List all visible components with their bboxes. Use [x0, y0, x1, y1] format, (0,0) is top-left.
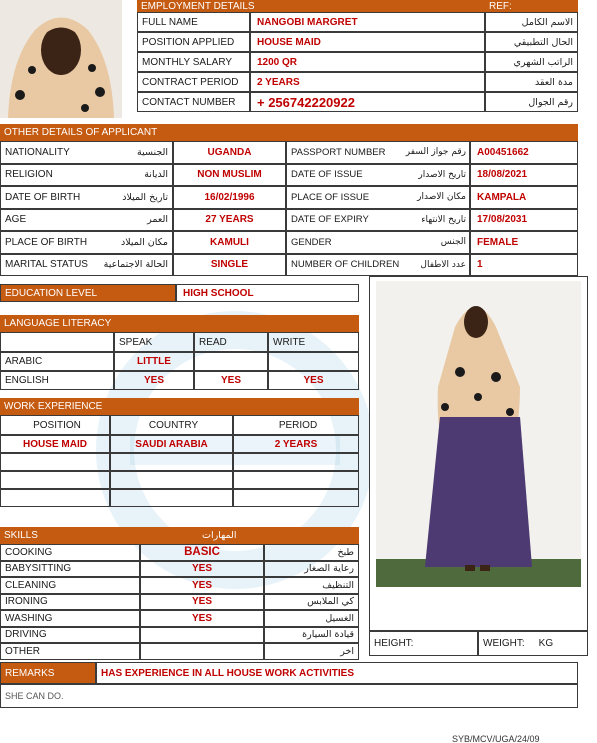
detail-label — [286, 164, 470, 187]
detail-label-en: AGE — [5, 214, 27, 226]
detail-label — [0, 141, 173, 164]
detail-value-text: KAMPALA — [477, 191, 527, 203]
detail-value — [173, 209, 286, 232]
employment-label — [137, 32, 250, 52]
skill-arabic-label-text: كي الملابس — [307, 596, 354, 608]
skill-value — [140, 643, 264, 660]
full-body-photo — [369, 276, 588, 631]
detail-value-text: 27 YEARS — [205, 214, 254, 226]
employment-arabic-label — [485, 52, 578, 72]
ref-header: REF: — [485, 0, 578, 12]
work-position — [0, 489, 110, 507]
employment-arabic-label — [485, 12, 578, 32]
detail-label-ar: رقم جواز السفر — [405, 147, 466, 158]
detail-label — [286, 231, 470, 254]
detail-label-en: NATIONALITY — [5, 146, 70, 158]
headshot-photo — [0, 0, 122, 118]
language-read-text: YES — [220, 375, 241, 386]
detail-label — [0, 254, 173, 277]
skill-arabic-label — [264, 610, 359, 627]
detail-label-en: PLACE OF BIRTH — [5, 236, 88, 248]
detail-value-text: SINGLE — [210, 259, 249, 271]
work-position-text: HOUSE MAID — [23, 438, 87, 450]
detail-label-ar: الحالة الاجتماعية — [103, 259, 168, 271]
weight-cell: WEIGHT: KG — [478, 631, 588, 656]
employment-arabic-label — [485, 92, 578, 112]
skill-value — [140, 561, 264, 578]
skill-value — [140, 577, 264, 594]
language-name-text: ENGLISH — [5, 375, 49, 386]
skill-label-text: COOKING — [5, 546, 53, 558]
detail-label-ar: تاريخ الاصدار — [418, 169, 466, 180]
detail-label — [0, 164, 173, 187]
work-col-header-text: POSITION — [33, 419, 81, 431]
employment-label-text: MONTHLY SALARY — [142, 56, 233, 68]
skill-label — [0, 577, 140, 594]
skill-label — [0, 544, 140, 561]
work-position — [0, 471, 110, 489]
detail-label-en: PASSPORT NUMBER — [291, 146, 386, 158]
skill-arabic-label — [264, 577, 359, 594]
detail-label-en: DATE OF EXPIRY — [291, 214, 369, 226]
language-col-header — [114, 332, 194, 352]
language-read — [194, 371, 268, 390]
employment-value — [250, 12, 485, 32]
detail-value-text: 1 — [477, 259, 483, 271]
work-country — [110, 435, 233, 453]
employment-arabic-label — [485, 32, 578, 52]
other-details-header-right — [286, 124, 578, 141]
language-header: LANGUAGE LITERACY — [0, 315, 194, 332]
detail-label-en: DATE OF ISSUE — [291, 169, 363, 181]
employment-label-text: CONTRACT PERIOD — [142, 76, 239, 88]
work-col-header — [233, 415, 359, 435]
skill-value — [140, 610, 264, 627]
detail-label-ar: العمر — [147, 214, 168, 226]
work-period — [233, 471, 359, 489]
employment-arabic-label-text: الاسم الكامل — [521, 16, 573, 28]
work-period — [233, 435, 359, 453]
other-details-header: OTHER DETAILS OF APPLICANT — [0, 124, 286, 141]
employment-value-text: 1200 QR — [257, 56, 298, 68]
language-col-header-text: WRITE — [273, 336, 306, 348]
employment-header: EMPLOYMENT DETAILS — [137, 0, 485, 12]
language-speak-text: YES — [143, 375, 164, 386]
skill-arabic-label-text: طبخ — [337, 546, 354, 558]
detail-value-text: UGANDA — [207, 146, 252, 158]
skill-value — [140, 594, 264, 611]
employment-arabic-label-text: الحال التطبيقي — [513, 36, 573, 48]
detail-label-en: RELIGION — [5, 169, 53, 181]
detail-label-ar: تاريخ الميلاد — [122, 191, 168, 203]
detail-value-text: 17/08/2031 — [477, 214, 528, 226]
employment-value — [250, 92, 485, 112]
work-period-text: 2 YEARS — [274, 438, 318, 450]
employment-arabic-label-text: مدة العقد — [535, 76, 573, 88]
language-name — [0, 352, 114, 371]
detail-label — [0, 231, 173, 254]
language-name-text: ARABIC — [5, 356, 43, 367]
detail-label-ar: عدد الاطفال — [420, 259, 466, 270]
work-country — [110, 453, 233, 471]
work-country-text: SAUDI ARABIA — [135, 438, 208, 450]
skills-header: SKILLS — [0, 527, 198, 544]
language-write — [268, 371, 359, 390]
skill-value-text: YES — [191, 596, 212, 608]
detail-label — [286, 186, 470, 209]
detail-value-text: 16/02/1996 — [204, 191, 255, 203]
work-position — [0, 453, 110, 471]
employment-value — [250, 52, 485, 72]
detail-label-ar: مكان الاصدار — [417, 192, 466, 203]
detail-value — [470, 254, 578, 277]
skill-label-text: BABYSITTING — [5, 563, 72, 575]
skill-arabic-label — [264, 643, 359, 660]
detail-label-ar: الجنس — [440, 237, 466, 248]
work-period — [233, 453, 359, 471]
employment-value-text: HOUSE MAID — [257, 36, 321, 48]
skill-arabic-label — [264, 544, 359, 561]
skill-label — [0, 561, 140, 578]
employment-value-text: + 256742220922 — [257, 94, 355, 110]
employment-arabic-label — [485, 72, 578, 92]
detail-value — [470, 209, 578, 232]
work-country — [110, 489, 233, 507]
skill-label — [0, 643, 140, 660]
skills-header-arabic: المهارات — [198, 527, 359, 544]
detail-label — [0, 209, 173, 232]
work-col-header-text: PERIOD — [278, 419, 318, 431]
language-name — [0, 371, 114, 390]
detail-value-text: KAMULI — [210, 236, 249, 248]
work-header-right — [178, 398, 359, 415]
skill-label-text: OTHER — [5, 645, 40, 657]
work-period — [233, 489, 359, 507]
skill-label — [0, 594, 140, 611]
skill-label-text: DRIVING — [5, 629, 47, 641]
language-write-text: YES — [303, 375, 324, 386]
skill-arabic-label — [264, 561, 359, 578]
skill-arabic-label-text: رعاية الصغار — [304, 563, 354, 575]
skill-label-text: WASHING — [5, 612, 53, 624]
detail-value — [470, 186, 578, 209]
detail-value-text: 18/08/2021 — [477, 169, 528, 181]
detail-label — [286, 209, 470, 232]
skill-value — [140, 544, 264, 561]
language-col-header — [268, 332, 359, 352]
detail-value — [173, 141, 286, 164]
detail-value — [470, 141, 578, 164]
detail-value — [470, 164, 578, 187]
skill-value-text: BASIC — [184, 546, 220, 559]
work-col-header — [0, 415, 110, 435]
skill-arabic-label-text: اخر — [340, 645, 354, 657]
detail-label — [286, 141, 470, 164]
skill-arabic-label-text: الغسيل — [325, 612, 354, 624]
work-col-header — [110, 415, 233, 435]
skill-arabic-label — [264, 594, 359, 611]
employment-value-text: NANGOBI MARGRET — [257, 16, 358, 28]
detail-label-en: GENDER — [291, 236, 332, 248]
language-col-header — [194, 332, 268, 352]
employment-label — [137, 72, 250, 92]
detail-value — [173, 231, 286, 254]
skill-value-text: YES — [191, 563, 212, 575]
employment-value-text: 2 YEARS — [257, 76, 300, 88]
employment-label-text: CONTACT NUMBER — [142, 96, 236, 108]
language-write — [268, 352, 359, 371]
detail-label — [0, 186, 173, 209]
language-speak — [114, 352, 194, 371]
language-col-blank — [0, 332, 114, 352]
employment-label — [137, 92, 250, 112]
detail-label-ar: الديانة — [144, 169, 168, 181]
language-speak — [114, 371, 194, 390]
work-header: WORK EXPERIENCE — [0, 398, 178, 415]
employment-label-text: POSITION APPLIED — [142, 36, 235, 48]
employment-label — [137, 52, 250, 72]
remarks-note: SHE CAN DO. — [0, 684, 578, 708]
language-read — [194, 352, 268, 371]
language-speak-text: LITTLE — [137, 356, 171, 367]
skill-value-text: YES — [191, 579, 212, 591]
detail-value — [173, 254, 286, 277]
employment-arabic-label-text: الراتب الشهري — [513, 56, 573, 68]
employment-arabic-label-text: رقم الجوال — [528, 96, 573, 108]
detail-value-text: FEMALE — [477, 236, 519, 248]
remarks-value: HAS EXPERIENCE IN ALL HOUSE WORK ACTIVITIES — [96, 662, 578, 684]
work-col-header-text: COUNTRY — [148, 419, 199, 431]
education-label: EDUCATION LEVEL — [0, 284, 176, 302]
detail-value — [470, 231, 578, 254]
education-value: HIGH SCHOOL — [176, 284, 359, 302]
skill-label — [0, 610, 140, 627]
detail-value — [173, 164, 286, 187]
detail-label-en: MARITAL STATUS — [5, 259, 88, 271]
work-position — [0, 435, 110, 453]
footer-reference: SYB/MCV/UGA/24/09 — [452, 734, 540, 743]
detail-value — [173, 186, 286, 209]
language-col-header-text: READ — [199, 336, 227, 348]
detail-value-text: NON MUSLIM — [197, 169, 262, 181]
employment-value — [250, 32, 485, 52]
skill-arabic-label — [264, 627, 359, 644]
work-country — [110, 471, 233, 489]
detail-label — [286, 254, 470, 277]
skill-value — [140, 627, 264, 644]
detail-label-en: NUMBER OF CHILDREN — [291, 259, 400, 271]
height-cell: HEIGHT: — [369, 631, 478, 656]
detail-label-ar: الجنسية — [137, 146, 168, 158]
employment-value — [250, 72, 485, 92]
skill-arabic-label-text: قيادة السيارة — [302, 629, 354, 641]
skill-arabic-label-text: التنظيف — [322, 579, 354, 591]
skill-label — [0, 627, 140, 644]
employment-label — [137, 12, 250, 32]
detail-value-text: A00451662 — [477, 146, 529, 158]
language-col-header-text: SPEAK — [119, 336, 153, 348]
skill-value-text: YES — [191, 612, 212, 624]
detail-label-en: PLACE OF ISSUE — [291, 191, 370, 203]
detail-label-en: DATE OF BIRTH — [5, 191, 81, 203]
detail-label-ar: مكان الميلاد — [120, 236, 168, 248]
language-header-right — [194, 315, 359, 332]
skill-label-text: IRONING — [5, 596, 48, 608]
skill-label-text: CLEANING — [5, 579, 57, 591]
employment-label-text: FULL NAME — [142, 16, 198, 28]
detail-label-ar: تاريخ الانتهاء — [421, 214, 466, 225]
remarks-label: REMARKS — [0, 662, 96, 684]
